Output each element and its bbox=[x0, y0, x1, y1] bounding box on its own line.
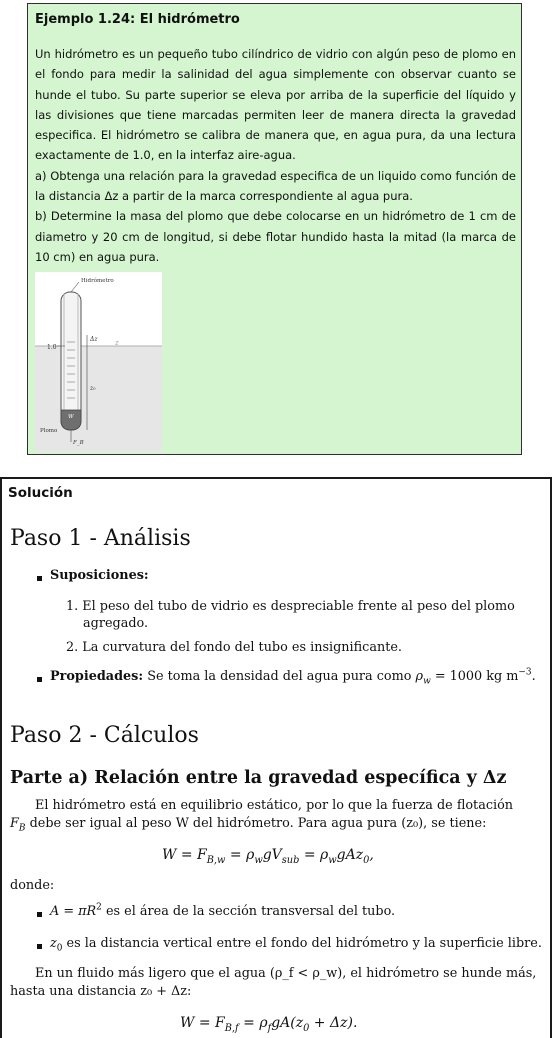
equation-1: $W = F_{B,w} = \rho_wgV_{sub} = \rho_wgAz_0$, bbox=[162, 847, 374, 866]
hydrometer-figure bbox=[35, 272, 162, 452]
bullet-area: $A = \pi R^2$ es el área de la sección transversal del tubo. bbox=[50, 902, 396, 919]
properties-text: Se toma la densidad del agua pura como bbox=[147, 669, 412, 684]
bullet-dot bbox=[37, 944, 42, 949]
assumptions-label: Suposiciones: bbox=[50, 568, 149, 583]
example-card bbox=[27, 3, 522, 455]
assumption-1b: agregado. bbox=[83, 616, 149, 631]
density-formula: $\rho_w = 1000$ kg $m^{-3}$. bbox=[415, 667, 536, 687]
bullet-dot bbox=[37, 576, 42, 581]
label-mark: 1.0 bbox=[47, 344, 57, 351]
assumption-1a: 1. El peso del tubo de vidrio es despreciable frente al peso del plomo bbox=[66, 599, 515, 614]
para1-line2: $F_B$ debe ser igual al peso W del hidrómetro. Para agua pura (z₀), se tiene: bbox=[10, 816, 487, 834]
bullet-dot bbox=[37, 912, 42, 917]
solution-label: Solución bbox=[8, 485, 73, 501]
where-label: donde: bbox=[10, 878, 55, 893]
example-title: Ejemplo 1.24: El hidrómetro bbox=[35, 12, 240, 27]
properties-label: Propiedades: bbox=[50, 669, 144, 684]
label-fb: F_B bbox=[73, 440, 84, 446]
para2-line1: En un fluido más ligero que el agua (ρ_f < ρ_w), el hidrómetro se hunde más, bbox=[35, 966, 537, 981]
label-dz: Δz bbox=[90, 336, 98, 343]
equation-2: $W = F_{B,f} = \rho_fgA(z_0 + \Delta z)$. bbox=[180, 1015, 358, 1034]
example-body bbox=[35, 44, 516, 267]
label-w: W bbox=[68, 414, 74, 420]
example-paragraph: Un hidrómetro es un pequeño tubo cilíndrico de vidrio con algún peso de plomo en el fondo para medir la salinidad del agua simplemente con observar cuanto se hunde el tubo. Su parte superior se eleva por arriba de la superficie del líquido y las divisiones que tiene marcadas permiten leer de manera directa la gravedad especifica. El hidrómetro se calibra de manera que, en agua pura, da una lectura exactamente de 1.0, en la interfaz aire-agua. bbox=[35, 47, 516, 163]
label-z: z bbox=[115, 339, 119, 347]
lead-weight bbox=[61, 410, 81, 430]
example-part-b: b) Determine la masa del plomo que debe colocarse en un hidrómetro de 1 cm de diametro y 20 cm de longitud, si debe flotar hundido hasta la mitad (la marca de 10 cm) en agua pura. bbox=[35, 209, 516, 264]
bullet-dot bbox=[37, 677, 42, 682]
example-part-a: a) Obtenga una relación para la gravedad especifica de un liquido como función de la distancia Δz a partir de la marca correspondiente al agua pura. bbox=[35, 168, 516, 204]
part-a-heading: Parte a) Relación entre la gravedad específica y Δz bbox=[10, 768, 507, 788]
label-hidrometro: Hidrómetro bbox=[81, 278, 114, 284]
label-z0: z₀ bbox=[90, 385, 96, 392]
fb-symbol: $F_B$ bbox=[10, 816, 26, 834]
water-region bbox=[35, 346, 162, 452]
properties-line bbox=[50, 668, 536, 686]
bullet-z0: $z_0$ es la distancia vertical entre el fondo del hidrómetro y la superficie libre. bbox=[50, 936, 542, 954]
label-plomo: Plomo bbox=[40, 428, 58, 434]
para1-line1: El hidrómetro está en equilibrio estático, por lo que la fuerza de flotación bbox=[35, 798, 514, 813]
hydrometer-diagram bbox=[35, 272, 162, 452]
para2-line2: hasta una distancia z₀ + Δz: bbox=[10, 984, 192, 999]
step2-heading: Paso 2 - Cálculos bbox=[10, 723, 199, 748]
solution-panel bbox=[0, 477, 552, 1038]
step1-heading: Paso 1 - Análisis bbox=[10, 526, 191, 551]
assumption-2: 2. La curvatura del fondo del tubo es insignificante. bbox=[66, 640, 402, 655]
